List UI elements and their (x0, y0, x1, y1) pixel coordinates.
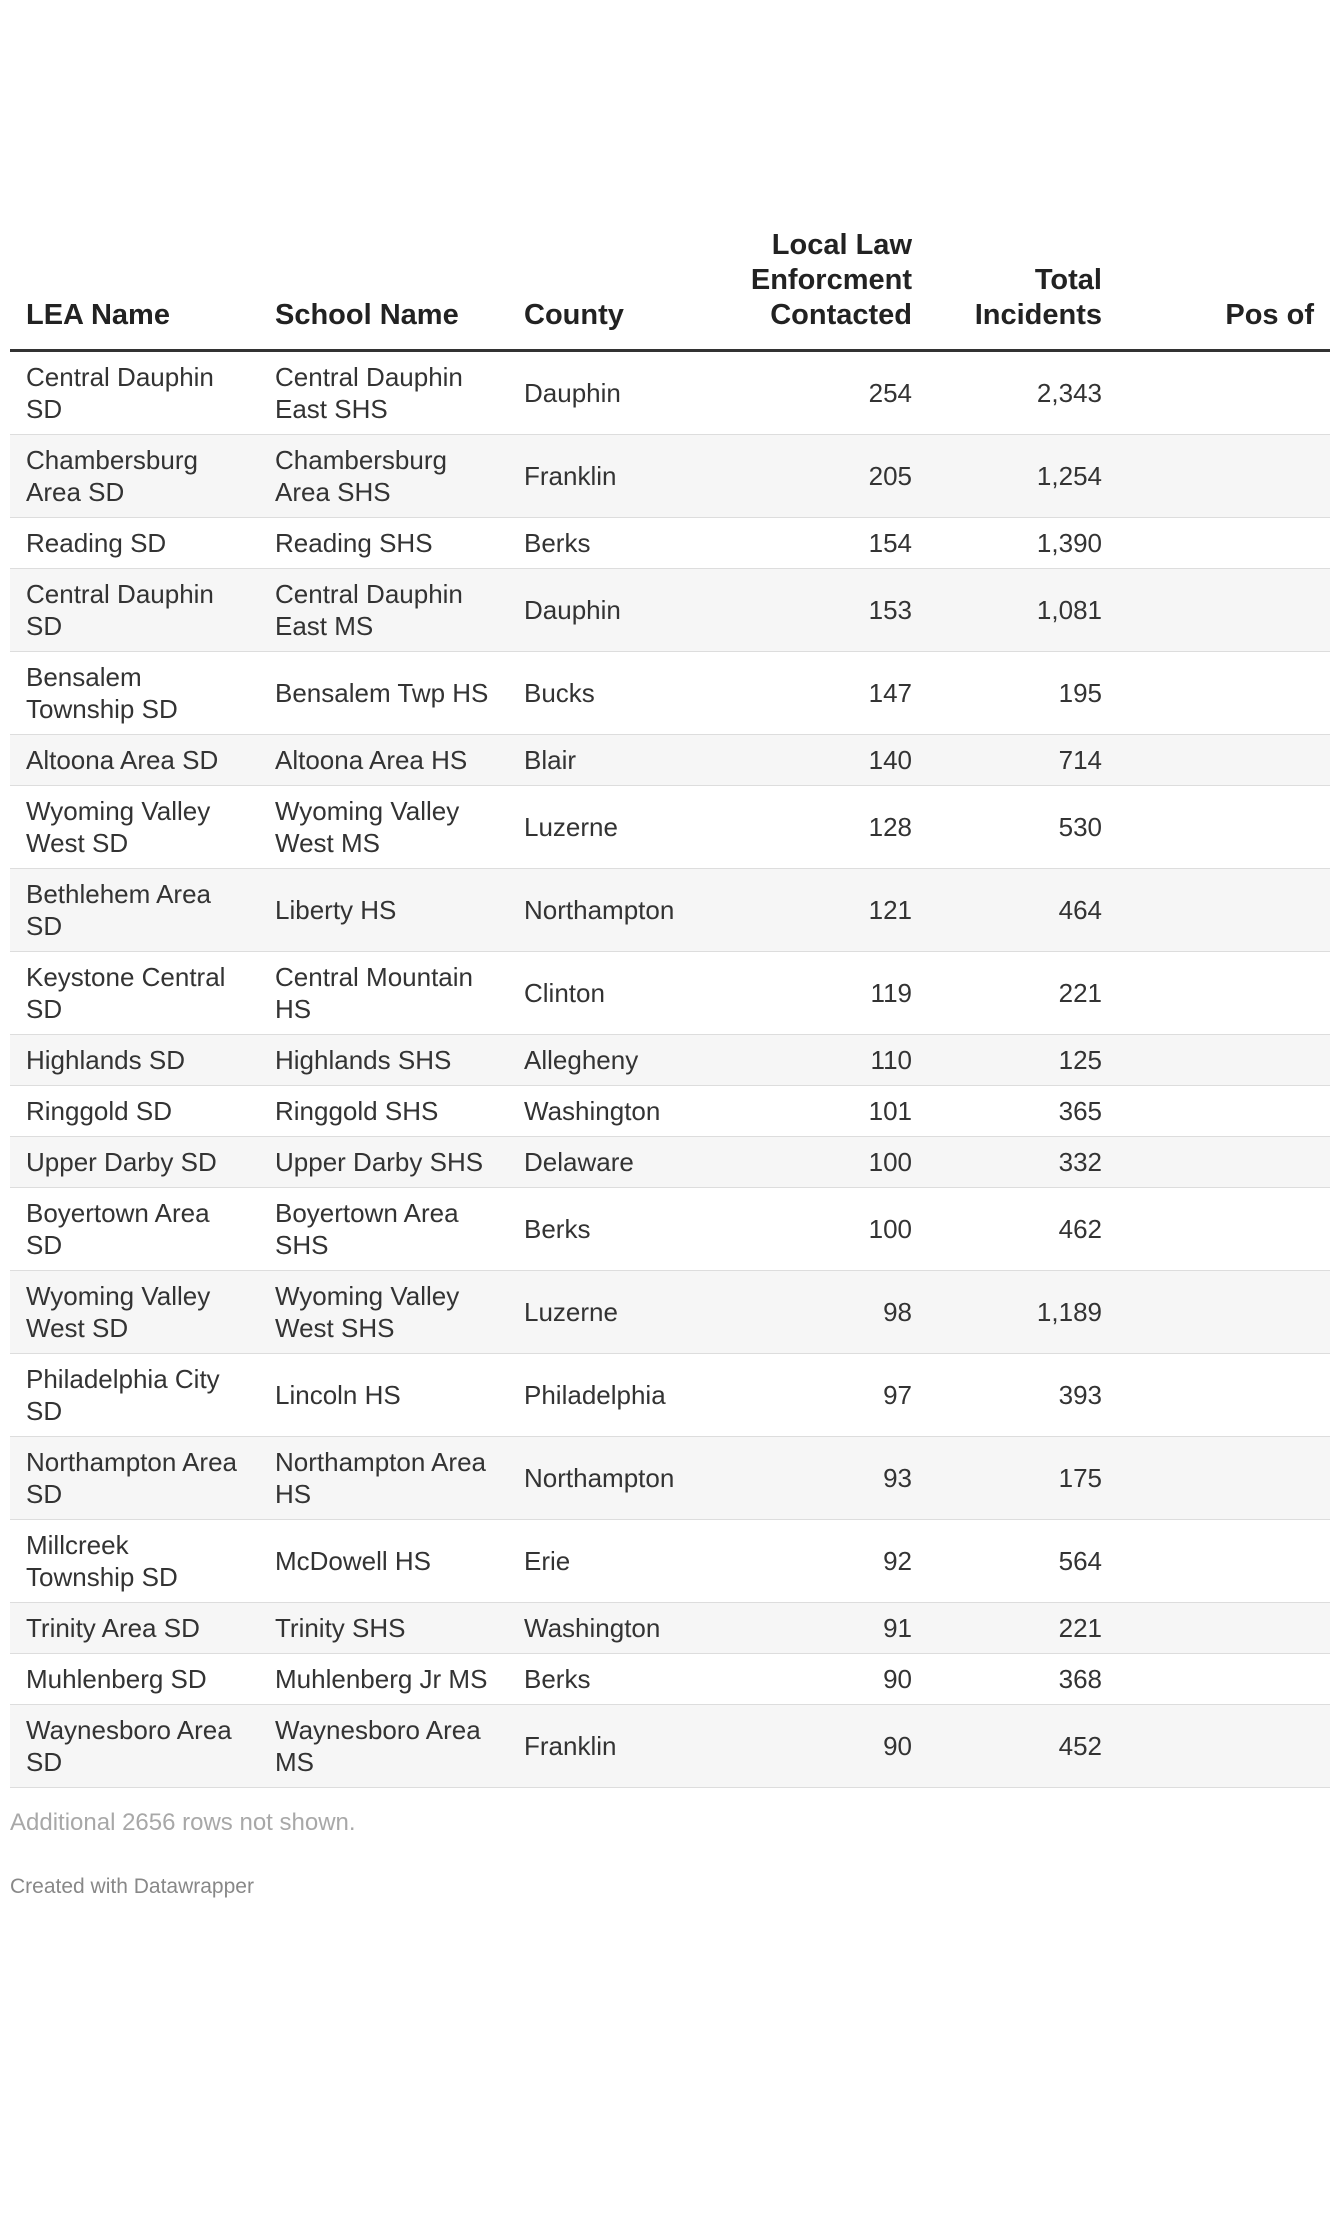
school-name-cell: Wyoming Valley West SHS (259, 1271, 508, 1354)
lea-name-cell: Upper Darby SD (10, 1137, 259, 1188)
law-enforcement-contacted-cell: 100 (718, 1188, 928, 1271)
law-enforcement-contacted-cell: 153 (718, 569, 928, 652)
school-name-cell: Chambersburg Area SHS (259, 435, 508, 518)
datawrapper-credit: Created with Datawrapper (10, 1875, 254, 1898)
total-incidents-cell: 393 (928, 1354, 1118, 1437)
table-body (10, 351, 1330, 1788)
total-incidents-cell: 221 (928, 952, 1118, 1035)
law-enforcement-contacted-cell: 90 (718, 1705, 928, 1788)
partial-column-cell (1118, 1520, 1330, 1603)
law-enforcement-contacted-cell: 140 (718, 735, 928, 786)
lea-name-cell: Boyertown Area SD (10, 1188, 259, 1271)
lea-name-cell: Philadelphia City SD (10, 1354, 259, 1437)
school-name-cell: Ringgold SHS (259, 1086, 508, 1137)
total-incidents-cell: 368 (928, 1654, 1118, 1705)
total-incidents-cell: 564 (928, 1520, 1118, 1603)
law-enforcement-contacted-cell: 93 (718, 1437, 928, 1520)
datawrapper-table-container (10, 0, 1314, 1900)
county-cell: Washington (508, 1603, 718, 1654)
school-name-cell: Liberty HS (259, 869, 508, 952)
table-row (10, 786, 1330, 869)
county-cell: Berks (508, 518, 718, 569)
total-incidents-cell: 365 (928, 1086, 1118, 1137)
table-header (10, 228, 1330, 351)
partial-column-cell (1118, 952, 1330, 1035)
lea-name-cell: Ringgold SD (10, 1086, 259, 1137)
county-cell: Luzerne (508, 786, 718, 869)
law-enforcement-contacted-cell: 100 (718, 1137, 928, 1188)
table-row (10, 1520, 1330, 1603)
total-incidents-cell: 452 (928, 1705, 1118, 1788)
column-header-total-incidents[interactable]: Total Incidents (928, 228, 1118, 351)
lea-name-cell: Chambersburg Area SD (10, 435, 259, 518)
law-enforcement-contacted-cell: 254 (718, 351, 928, 435)
school-name-cell: Lincoln HS (259, 1354, 508, 1437)
table-row (10, 869, 1330, 952)
partial-column-cell (1118, 1705, 1330, 1788)
school-name-cell: Muhlenberg Jr MS (259, 1654, 508, 1705)
school-name-cell: Central Mountain HS (259, 952, 508, 1035)
table-row (10, 518, 1330, 569)
school-name-cell: Upper Darby SHS (259, 1137, 508, 1188)
lea-name-cell: Wyoming Valley West SD (10, 1271, 259, 1354)
law-enforcement-contacted-cell: 128 (718, 786, 928, 869)
school-name-cell: Highlands SHS (259, 1035, 508, 1086)
law-enforcement-contacted-cell: 110 (718, 1035, 928, 1086)
county-cell: Northampton (508, 1437, 718, 1520)
law-enforcement-contacted-cell: 101 (718, 1086, 928, 1137)
school-name-cell: McDowell HS (259, 1520, 508, 1603)
county-cell: Washington (508, 1086, 718, 1137)
table-row (10, 1035, 1330, 1086)
county-cell: Clinton (508, 952, 718, 1035)
table-row (10, 1705, 1330, 1788)
lea-name-cell: Highlands SD (10, 1035, 259, 1086)
total-incidents-cell: 1,081 (928, 569, 1118, 652)
total-incidents-cell: 530 (928, 786, 1118, 869)
lea-name-cell: Central Dauphin SD (10, 569, 259, 652)
law-enforcement-contacted-cell: 121 (718, 869, 928, 952)
total-incidents-cell: 332 (928, 1137, 1118, 1188)
total-incidents-cell: 1,254 (928, 435, 1118, 518)
law-enforcement-contacted-cell: 97 (718, 1354, 928, 1437)
table-row (10, 652, 1330, 735)
lea-name-cell: Keystone Central SD (10, 952, 259, 1035)
school-name-cell: Boyertown Area SHS (259, 1188, 508, 1271)
partial-column-cell (1118, 351, 1330, 435)
partial-column-cell (1118, 869, 1330, 952)
county-cell: Luzerne (508, 1271, 718, 1354)
school-name-cell: Wyoming Valley West MS (259, 786, 508, 869)
lea-name-cell: Wyoming Valley West SD (10, 786, 259, 869)
lea-name-cell: Waynesboro Area SD (10, 1705, 259, 1788)
lea-name-cell: Muhlenberg SD (10, 1654, 259, 1705)
school-name-cell: Central Dauphin East MS (259, 569, 508, 652)
county-cell: Berks (508, 1188, 718, 1271)
total-incidents-cell: 195 (928, 652, 1118, 735)
county-cell: Northampton (508, 869, 718, 952)
table-row (10, 1188, 1330, 1271)
partial-column-cell (1118, 1271, 1330, 1354)
county-cell: Berks (508, 1654, 718, 1705)
table-row (10, 1437, 1330, 1520)
law-enforcement-contacted-cell: 98 (718, 1271, 928, 1354)
county-cell: Franklin (508, 435, 718, 518)
lea-name-cell: Bensalem Township SD (10, 652, 259, 735)
county-cell: Franklin (508, 1705, 718, 1788)
law-enforcement-contacted-cell: 90 (718, 1654, 928, 1705)
school-name-cell: Reading SHS (259, 518, 508, 569)
total-incidents-cell: 1,189 (928, 1271, 1118, 1354)
table-row (10, 1654, 1330, 1705)
partial-column-cell (1118, 1603, 1330, 1654)
table-row (10, 735, 1330, 786)
county-cell: Allegheny (508, 1035, 718, 1086)
school-name-cell: Northampton Area HS (259, 1437, 508, 1520)
table-row (10, 1354, 1330, 1437)
table-row (10, 1086, 1330, 1137)
total-incidents-cell: 125 (928, 1035, 1118, 1086)
county-cell: Philadelphia (508, 1354, 718, 1437)
law-enforcement-contacted-cell: 91 (718, 1603, 928, 1654)
rows-not-shown-note: Additional 2656 rows not shown. (10, 1809, 356, 1836)
partial-column-cell (1118, 786, 1330, 869)
school-name-cell: Trinity SHS (259, 1603, 508, 1654)
column-header-school-name[interactable]: School Name (259, 228, 508, 351)
law-enforcement-contacted-cell: 119 (718, 952, 928, 1035)
total-incidents-cell: 464 (928, 869, 1118, 952)
partial-column-cell (1118, 1035, 1330, 1086)
partial-column-cell (1118, 1437, 1330, 1520)
county-cell: Delaware (508, 1137, 718, 1188)
table-row (10, 1271, 1330, 1354)
county-cell: Erie (508, 1520, 718, 1603)
table-row (10, 1603, 1330, 1654)
county-cell: Dauphin (508, 351, 718, 435)
partial-column-cell (1118, 735, 1330, 786)
total-incidents-cell: 462 (928, 1188, 1118, 1271)
table-row (10, 952, 1330, 1035)
county-cell: Dauphin (508, 569, 718, 652)
school-name-cell: Bensalem Twp HS (259, 652, 508, 735)
law-enforcement-contacted-cell: 154 (718, 518, 928, 569)
school-name-cell: Waynesboro Area MS (259, 1705, 508, 1788)
law-enforcement-contacted-cell: 147 (718, 652, 928, 735)
county-cell: Blair (508, 735, 718, 786)
law-enforcement-contacted-cell: 92 (718, 1520, 928, 1603)
lea-name-cell: Bethlehem Area SD (10, 869, 259, 952)
total-incidents-cell: 175 (928, 1437, 1118, 1520)
incidents-table (10, 228, 1330, 1788)
partial-column-cell (1118, 1354, 1330, 1437)
partial-column-cell (1118, 1086, 1330, 1137)
table-row (10, 351, 1330, 435)
partial-column-cell (1118, 1654, 1330, 1705)
partial-column-cell (1118, 1137, 1330, 1188)
law-enforcement-contacted-cell: 205 (718, 435, 928, 518)
partial-column-cell (1118, 652, 1330, 735)
partial-column-cell (1118, 518, 1330, 569)
lea-name-cell: Northampton Area SD (10, 1437, 259, 1520)
column-header-lea-name[interactable]: LEA Name (10, 228, 259, 351)
partial-column-cell (1118, 435, 1330, 518)
lea-name-cell: Altoona Area SD (10, 735, 259, 786)
lea-name-cell: Reading SD (10, 518, 259, 569)
school-name-cell: Altoona Area HS (259, 735, 508, 786)
table-row (10, 569, 1330, 652)
total-incidents-cell: 1,390 (928, 518, 1118, 569)
table-row (10, 435, 1330, 518)
total-incidents-cell: 714 (928, 735, 1118, 786)
partial-column-cell (1118, 569, 1330, 652)
partial-column-cell (1118, 1188, 1330, 1271)
total-incidents-cell: 221 (928, 1603, 1118, 1654)
lea-name-cell: Millcreek Township SD (10, 1520, 259, 1603)
school-name-cell: Central Dauphin East SHS (259, 351, 508, 435)
column-header-partial[interactable]: Pos of (1118, 228, 1330, 351)
lea-name-cell: Central Dauphin SD (10, 351, 259, 435)
column-header-county[interactable]: County (508, 228, 718, 351)
total-incidents-cell: 2,343 (928, 351, 1118, 435)
lea-name-cell: Trinity Area SD (10, 1603, 259, 1654)
column-header-law-enforcement-contacted[interactable]: Local Law Enforcment Contacted (718, 228, 928, 351)
county-cell: Bucks (508, 652, 718, 735)
table-row (10, 1137, 1330, 1188)
